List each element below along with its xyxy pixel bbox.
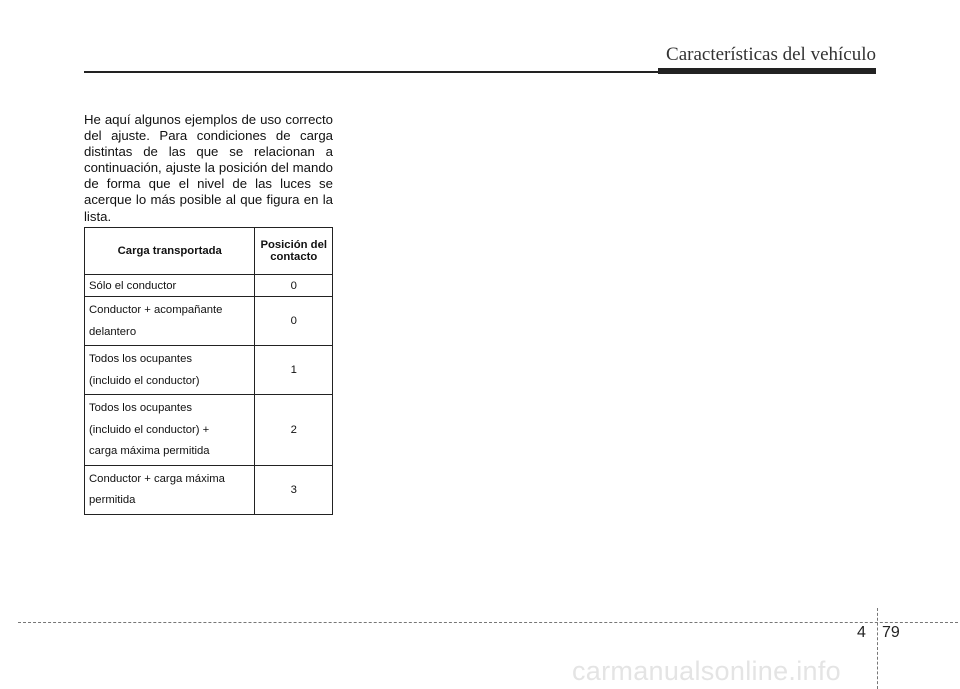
position-value: 0	[255, 275, 333, 297]
position-value: 0	[255, 297, 333, 346]
load-description-line: carga máxima permitida	[89, 445, 210, 457]
table-row	[85, 465, 333, 514]
section-title: Características del vehículo	[666, 44, 876, 65]
chapter-number: 4	[857, 624, 866, 641]
table-row	[85, 346, 333, 395]
table-header-row	[85, 228, 333, 275]
table-row	[85, 297, 333, 346]
position-value: 3	[255, 465, 333, 514]
load-description-line: Sólo el conductor	[89, 280, 177, 292]
header-position: Posición del contacto	[255, 228, 333, 275]
header-rule-accent	[658, 68, 876, 74]
load-description-line: Todos los ocupantes	[89, 353, 192, 365]
load-description	[85, 297, 255, 346]
load-description-line: Conductor + acompañante	[89, 304, 223, 316]
watermark: carmanualsonline.info	[572, 656, 841, 686]
table-row	[85, 275, 333, 297]
load-position-table	[84, 227, 333, 515]
load-description-line: Conductor + carga máxima	[89, 472, 225, 485]
table-row	[85, 395, 333, 466]
header-rule	[84, 71, 688, 73]
load-description-line: (incluido el conductor) +	[89, 423, 210, 436]
load-description	[85, 275, 255, 297]
load-description	[85, 395, 255, 466]
position-value: 2	[255, 395, 333, 466]
load-description-line: delantero	[89, 325, 137, 338]
header-load: Carga transportada	[85, 228, 255, 275]
load-description-line: permitida	[89, 494, 136, 506]
page-number: 79	[882, 624, 900, 641]
load-description	[85, 346, 255, 395]
load-description-line: Todos los ocupantes	[89, 402, 192, 414]
footer-divider	[877, 608, 878, 689]
load-description	[85, 465, 255, 514]
footer-rule	[18, 622, 958, 623]
intro-paragraph: He aquí algunos ejemplos de uso correcto del ajuste. Para condiciones de carga distintas de las que se relacionan a continuación, ajuste la posición del mando de forma que el nivel de las luces se acerque lo más posible al que figura en la lista.	[84, 112, 333, 224]
load-description-line: (incluido el conductor)	[89, 374, 200, 387]
position-value: 1	[255, 346, 333, 395]
